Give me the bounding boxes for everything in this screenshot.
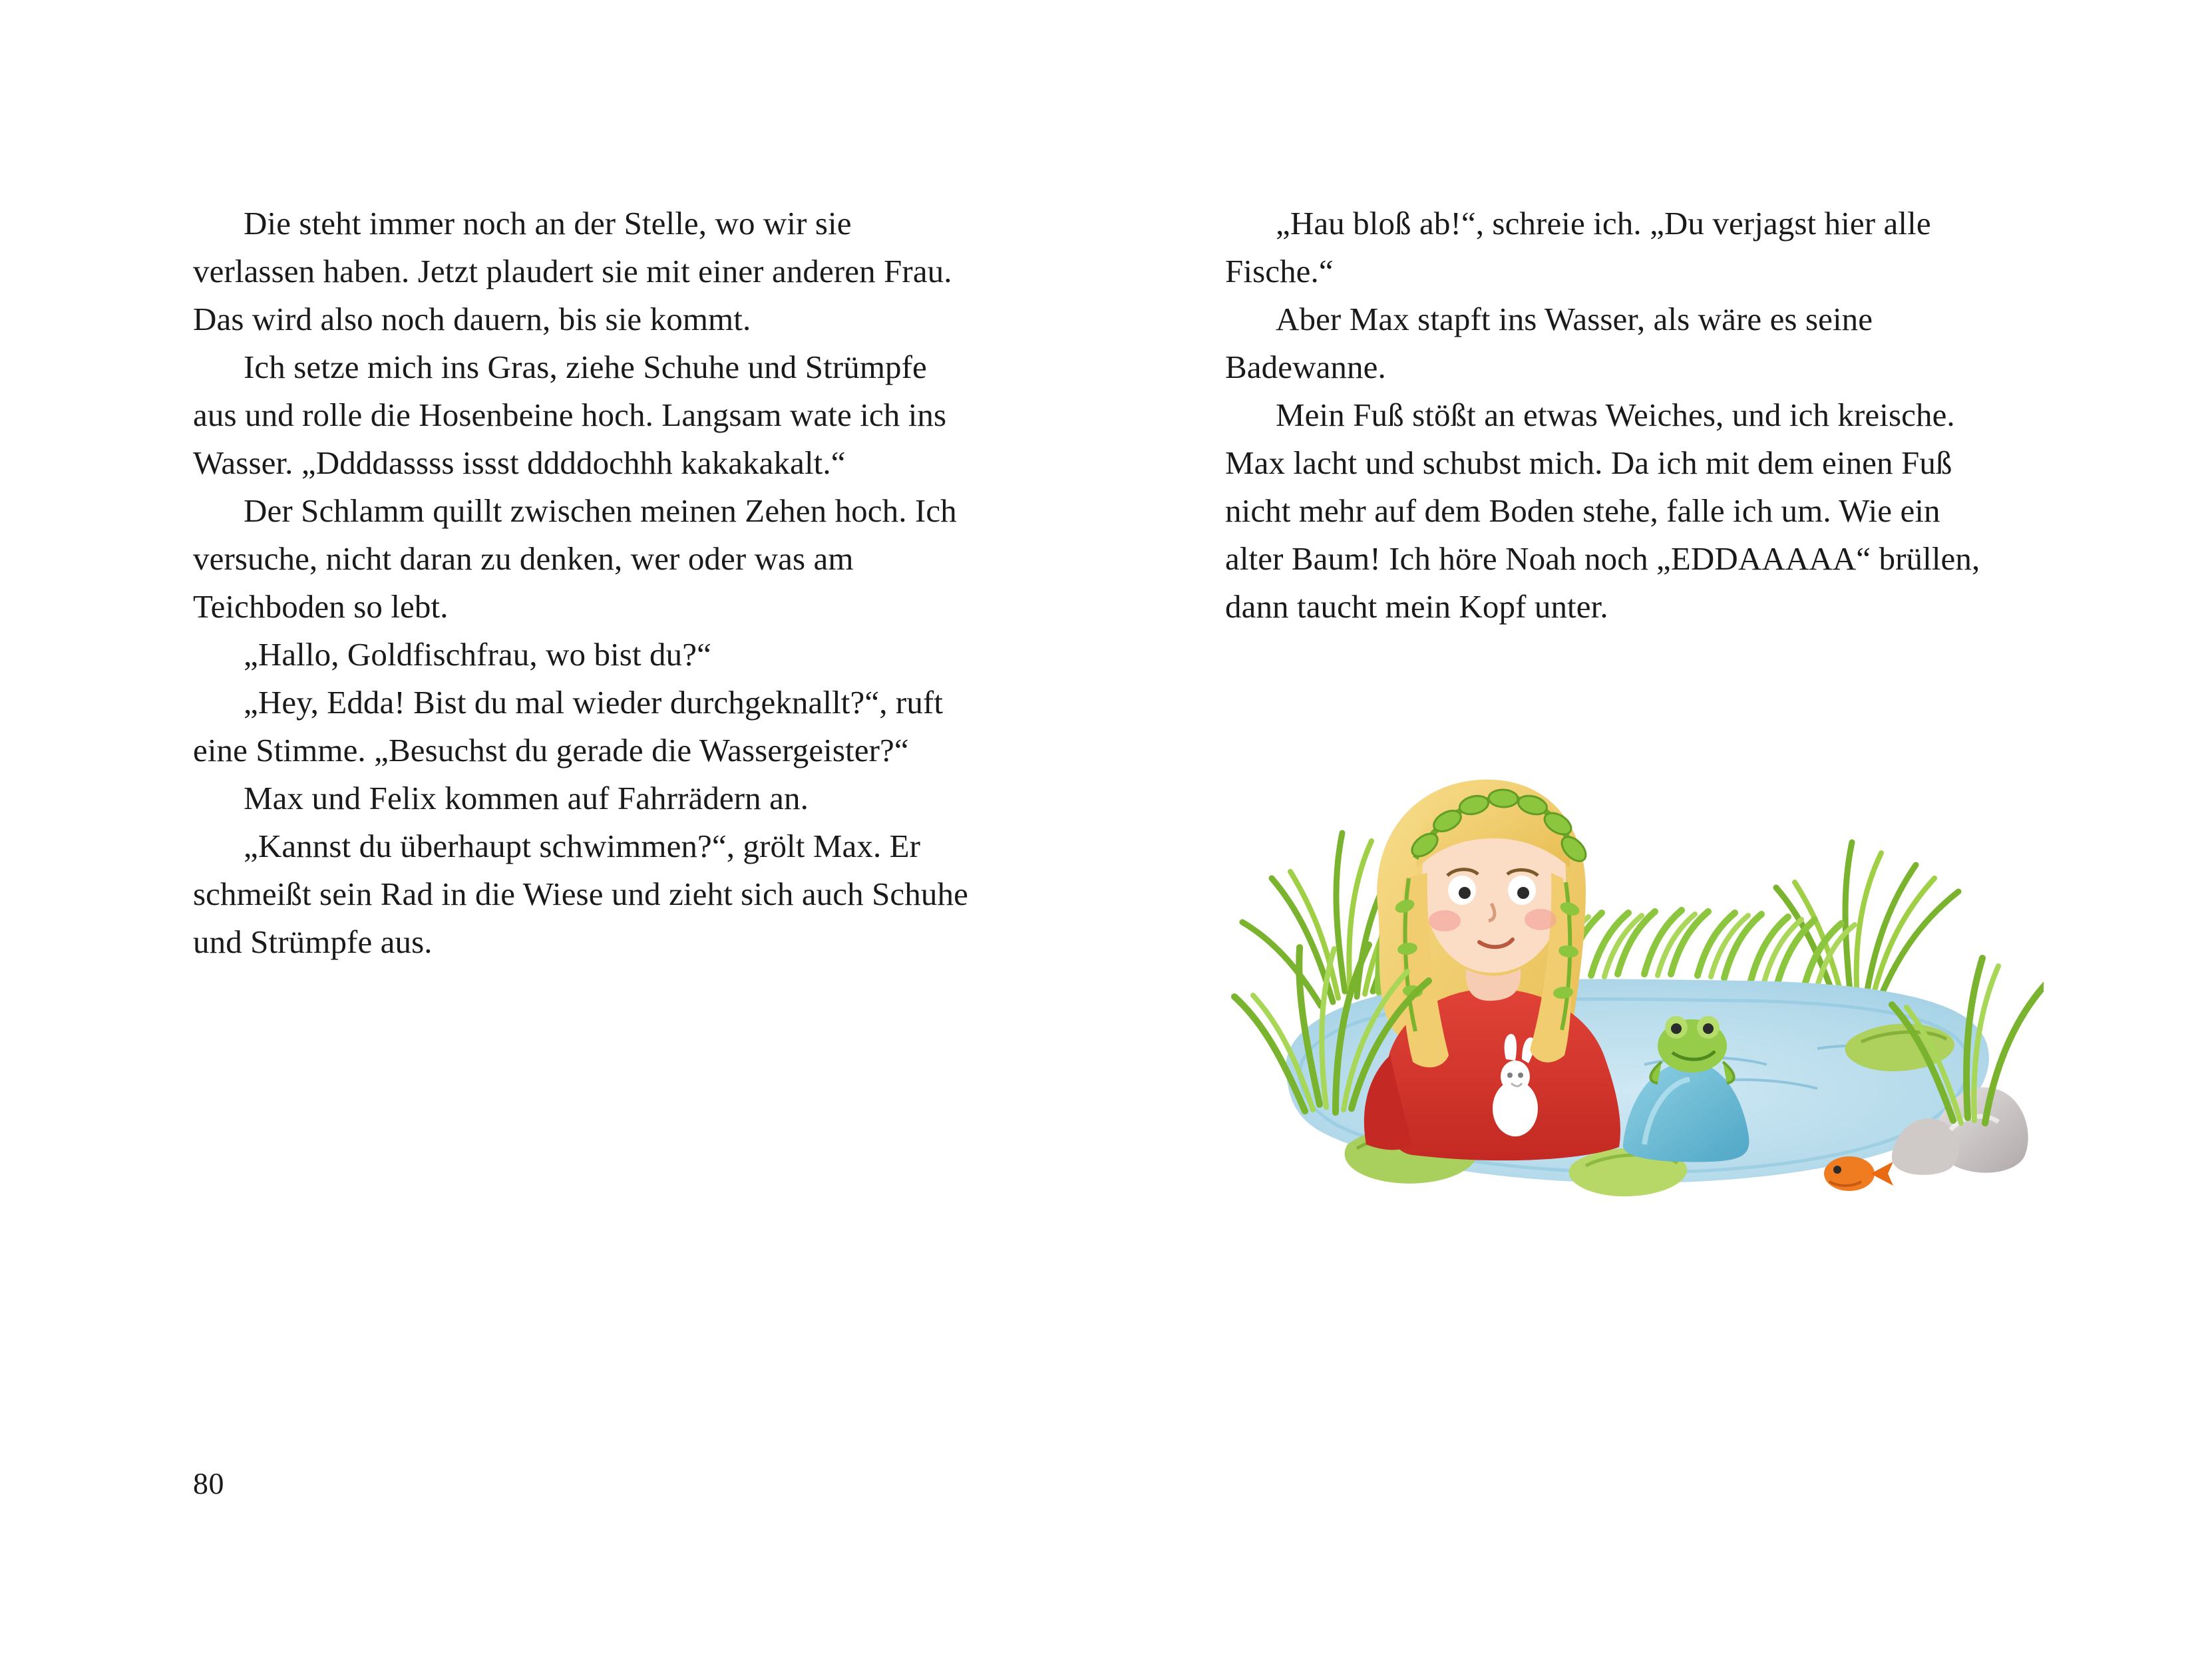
- paragraph: „Hallo, Goldfischfrau, wo bist du?“: [244, 636, 711, 673]
- paragraph: „Hau bloß ab!“, schreie ich. „Du verjagst hier alle Fische.“: [1225, 205, 1931, 290]
- paragraph: Der Schlamm quillt zwischen meinen Zehen hoch. Ich versuche, nicht daran zu denken, wer oder was am Teichboden so lebt.: [193, 492, 957, 625]
- illustration-girl-sitting-in-pond-with-frog: [1179, 679, 2044, 1204]
- girl: [1364, 780, 1620, 1161]
- paragraph: „Hey, Edda! Bist du mal wieder durchgeknallt?“, ruft eine Stimme. „Besuchst du gerade die Wassergeister?“: [193, 684, 944, 769]
- page-number: 80: [193, 1466, 224, 1500]
- paragraph: „Kannst du überhaupt schwimmen?“, grölt Max. Er schmeißt sein Rad in die Wiese und zieht sich auch Schuhe und Strümpfe aus.: [193, 828, 968, 961]
- paragraph: Aber Max stapft ins Wasser, als wäre es seine Badewanne.: [1225, 301, 1873, 386]
- paragraph: Ich setze mich ins Gras, ziehe Schuhe und Strümpfe aus und rolle die Hosenbeine hoch. Langsam wate ich ins Wasser. „Ddddassss issst ddddochhh kakakakalt.“: [193, 349, 947, 482]
- paragraph: Mein Fuß stößt an etwas Weiches, und ich kreische. Max lacht und schubst mich. Da ich mit dem einen Fuß nicht mehr auf dem Boden stehe, falle ich um. Wie ein alter Baum! Ich höre Noah noch „EDDAAAAA“ brüllen, dann taucht mein Kopf unter.: [1225, 397, 1980, 625]
- right-page: [1099, 0, 2198, 1680]
- paragraph: Max und Felix kommen auf Fahrrädern an.: [244, 780, 809, 817]
- paragraph: Die steht immer noch an der Stelle, wo wir sie verlassen haben. Jetzt plaudert sie mit einer anderen Frau. Das wird also noch dauern, bis sie kommt.: [193, 205, 952, 338]
- left-page-body: [193, 200, 972, 966]
- goldfish: [1824, 1156, 1893, 1191]
- right-page-body: [1225, 200, 1998, 631]
